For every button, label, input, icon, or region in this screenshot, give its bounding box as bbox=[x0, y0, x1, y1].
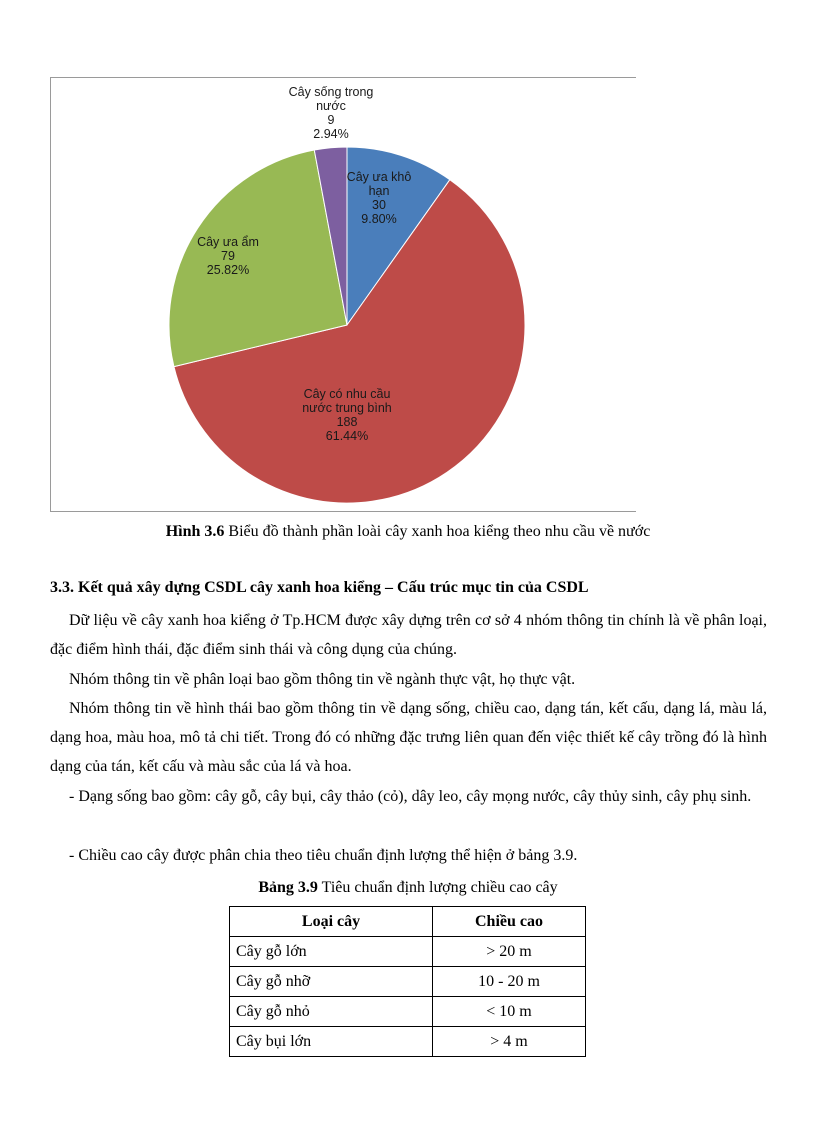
table-caption-label: Bảng 3.9 bbox=[258, 879, 318, 896]
paragraph-bullet-2: - Chiều cao cây được phân chia theo tiêu chuẩn định lượng thể hiện ở bảng 3.9. bbox=[69, 847, 578, 864]
pie-label-line: 9.80% bbox=[361, 212, 397, 226]
pie-label-line: nước trung bình bbox=[302, 401, 392, 415]
table-row bbox=[230, 1027, 586, 1057]
table-cell: > 20 m bbox=[433, 937, 586, 967]
table-cell: 10 - 20 m bbox=[433, 967, 586, 997]
pie-slice-label bbox=[289, 85, 374, 141]
table-row bbox=[230, 937, 586, 967]
paragraph-bullet-1: - Dạng sống bao gồm: cây gỗ, cây bụi, cây thảo (cỏ), dây leo, cây mọng nước, cây thủy sinh, cây phụ sinh. bbox=[69, 788, 752, 805]
table-header-cell: Loại cây bbox=[230, 907, 433, 937]
table-row bbox=[230, 967, 586, 997]
paragraph-1: Dữ liệu về cây xanh hoa kiểng ở Tp.HCM được xây dựng trên cơ sở 4 nhóm thông tin chính là về phân loại, đặc điểm hình thái, đặc điểm sinh thái và công dụng của chúng. bbox=[50, 612, 767, 658]
pie-label-line: 79 bbox=[221, 249, 235, 263]
pie-label-line: 9 bbox=[327, 113, 335, 127]
figure-caption bbox=[0, 523, 816, 541]
pie-label-line: nước bbox=[316, 99, 346, 113]
table-cell: Cây bụi lớn bbox=[230, 1027, 433, 1057]
table-header-row bbox=[230, 907, 586, 937]
table-cell: Cây gỗ nhỡ bbox=[230, 967, 433, 997]
pie-label-line: Cây ưa khô bbox=[346, 170, 412, 184]
table-caption-text: Tiêu chuẩn định lượng chiều cao cây bbox=[317, 879, 558, 896]
pie-label-line: hạn bbox=[368, 184, 390, 198]
pie-label-line: Cây ưa ẩm bbox=[197, 235, 259, 249]
pie-label-line: Cây có nhu cầu bbox=[303, 387, 391, 401]
table-cell: < 10 m bbox=[433, 997, 586, 1027]
height-standard-table bbox=[229, 906, 586, 1057]
section-heading: 3.3. Kết quả xây dựng CSDL cây xanh hoa kiểng – Cấu trúc mục tin của CSDL bbox=[50, 579, 589, 596]
pie-label-line: 25.82% bbox=[206, 263, 250, 277]
table-row bbox=[230, 997, 586, 1027]
pie-label-line: 188 bbox=[336, 415, 358, 429]
pie-label-line: Cây sống trong bbox=[288, 85, 374, 99]
figure-caption-label: Hình 3.6 bbox=[165, 523, 225, 540]
table-cell: Cây gỗ lớn bbox=[230, 937, 433, 967]
table-cell: > 4 m bbox=[433, 1027, 586, 1057]
pie-chart bbox=[51, 78, 637, 513]
pie-chart-frame bbox=[50, 77, 636, 512]
pie-label-line: 30 bbox=[372, 198, 386, 212]
table-cell: Cây gỗ nhỏ bbox=[230, 997, 433, 1027]
paragraph-2: Nhóm thông tin về phân loại bao gồm thông tin về ngành thực vật, họ thực vật. bbox=[69, 671, 576, 688]
paragraph-3: Nhóm thông tin về hình thái bao gồm thông tin về dạng sống, chiều cao, dạng tán, kết cấu, dạng lá, màu lá, dạng hoa, màu hoa, mô tả chi tiết. Trong đó có những đặc trưng liên quan đến việc thiết kế cây trồng đó là hình dạng của tán, kết cấu và màu sắc của lá và hoa. bbox=[50, 700, 767, 775]
table-caption bbox=[0, 879, 816, 897]
table-header-cell: Chiều cao bbox=[433, 907, 586, 937]
pie-label-line: 2.94% bbox=[313, 127, 349, 141]
pie-label-line: 61.44% bbox=[325, 429, 369, 443]
figure-caption-text: Biểu đồ thành phần loài cây xanh hoa kiểng theo nhu cầu về nước bbox=[224, 523, 651, 540]
